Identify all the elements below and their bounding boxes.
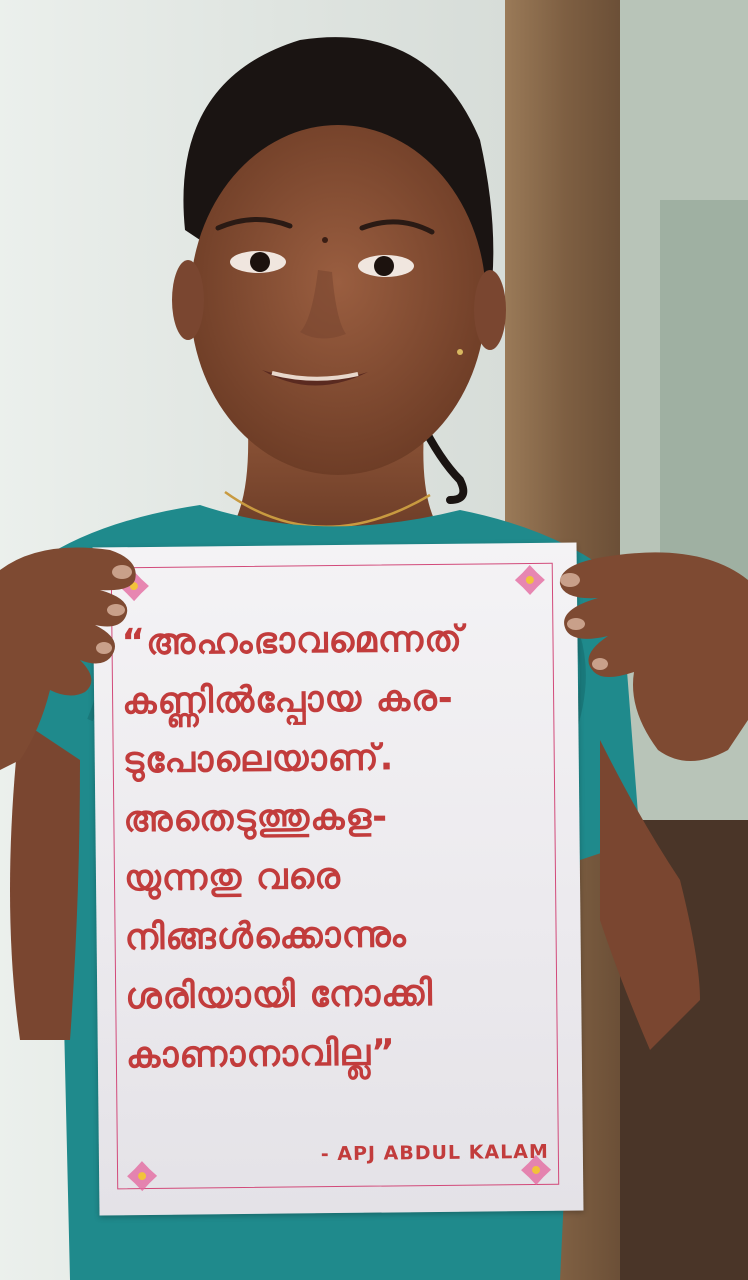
handwritten-quote-poster [93,542,584,1215]
quote-line: നിങ്ങൾക്കൊന്നും [124,914,407,959]
quote-line: കാണാനാവില്ല” [125,1032,397,1077]
quote-text [121,609,566,1086]
flower-corner-icon [125,1159,159,1193]
quote-line: യുന്നതു വരെ [123,855,342,900]
quote-line: ശരിയായി നോക്കി [125,973,434,1018]
quote-line: ടുപോലെയാണ്. [122,737,395,782]
face [190,125,486,475]
quote-line: കണ്ണിൽപ്പോയ കര- [121,677,454,723]
left-hand [0,530,150,790]
quote-line: “അഹംഭാവമെന്നത് [121,618,464,664]
quote-attribution: - APJ ABDUL KALAM [320,1140,549,1166]
right-hand [538,540,748,780]
quote-line: അതെടുത്തുകള- [123,796,389,841]
